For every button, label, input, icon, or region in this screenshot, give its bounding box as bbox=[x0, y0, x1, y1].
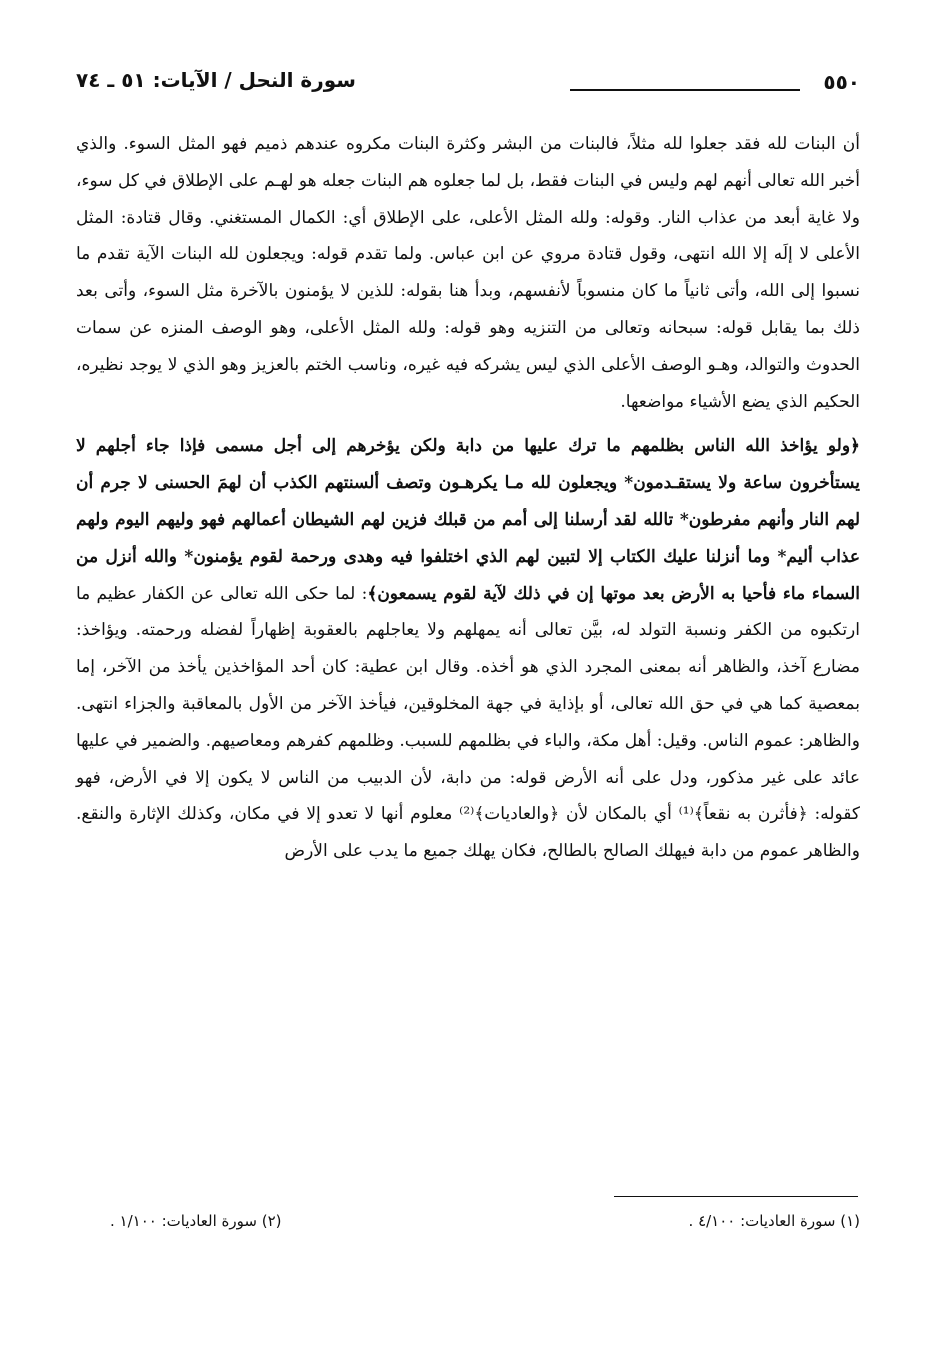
quran-verse: ﴿ولو يؤاخذ الله الناس بظلمهم ما ترك عليها من دابة ولكن يؤخرهم إلى أجل مسمى فإذا جاء أجلهم لا يستأخرون ساعة ولا يستقـدمون* ويجعلون لله مـا يكرهـون وتصف ألسنتهم الكذب أن لهمَ الحسنى لا جرم أن لهم النار وأنهم مفرطون* تالله لقد أرسلنا إلى أمم من قبلك فزين لهم الشيطان أعمالهم فهو وليهم اليوم ولهم عذاب أليم* وما أنزلنا عليك الكتاب إلا لتبين لهم الذي اختلفوا فيه وهدى ورحمة لقوم يؤمنون* والله أنزل من السماء ماء فأحيا به الأرض بعد موتها إن في ذلك لآية لقوم يسمعون﴾ bbox=[76, 436, 860, 604]
page-number: ٥٥٠ bbox=[823, 70, 860, 94]
verse-commentary: : لما حكى الله تعالى عن الكفار عظيم ما ارتكبوه من الكفر ونسبة التولد له، بيَّن تعالى أنه يمهلهم ولا يعاجلهم بالعقوبة إظهاراً لفضله ورحمته. ويؤاخذ: مضارع آخذ، والظاهر أنه بمعنى المجرد الذي هو أخذه. وقال ابن عطية: كان أحد المؤاخذين يأخذ من الآخر، إما بمعصية كما هي في حق الله تعالى، أو بإذاية في جهة المخلوقين، فيأخذ الآخر من الأول بالمعاقبة والجزاء انتهى. والظاهر: عموم الناس. وقيل: أهل مكة، والباء في بظلمهم للسبب. وظلمهم كفرهم ومعاصيهم. والضمير في عليها عائد على غير مذكور، ودل على أنه الأرض قوله: من دابة، لأن الدبيب من الناس لا يكون إلا في الأرض، فهو كقوله: ﴿فأثرن به نقعاً﴾⁽¹⁾ أي بالمكان لأن ﴿والعاديات﴾⁽²⁾ معلوم أنها لا تعدو إلا في مكان، وكذلك الإثارة والنقع. والظاهر عموم من دابة فيهلك الصالح بالطالح، فكان يهلك جميع ما يدب على الأرض bbox=[76, 583, 860, 862]
footnotes bbox=[110, 1212, 860, 1242]
header-rule bbox=[570, 89, 800, 91]
footnote-rule bbox=[614, 1196, 858, 1197]
footnote-1: (١) سورة العاديات: ٤/١٠٠ . bbox=[688, 1212, 860, 1230]
footnote-2: (٢) سورة العاديات: ١/١٠٠ . bbox=[110, 1212, 282, 1230]
page-header bbox=[76, 66, 860, 102]
commentary-paragraph bbox=[76, 126, 860, 420]
running-title: سورة النحل / الآيات: ٥١ ـ ٧٤ bbox=[76, 68, 356, 92]
commentary-text: أن البنات لله فقد جعلوا لله مثلاً، فالبنات من البشر وكثرة البنات مكروه عندهم ذميم فهو المثل السوء. والذي أخبر الله تعالى أنهم لهم وليس في البنات فقط، بل لما جعلوه هم البنات جعله هو لهـم على الإطلاق في كل سوء، ولا غاية أبعد من عذاب النار. وقوله: ولله المثل الأعلى، على الإطلاق أي: الكمال المستغني. وقال قتادة: المثل الأعلى لا إلَه إلا الله انتهى، وقول قتادة مروي عن ابن عباس. ولما تقدم قوله: ويجعلون لله البنات الآية تقدم ما نسبوا إلى الله، وأتى ثانياً ما كان منسوباً لأنفسهم، وبدأ هنا بقوله: للذين لا يؤمنون بالآخرة مثل السوء، وأتى بعد ذلك بما يقابل قوله: سبحانه وتعالى من التنزيه وهو قوله: ولله المثل الأعلى، وهو الوصف المنزه عن سمات الحدوث والتوالد، وهـو الوصف الأعلى الذي ليس يشركه فيه غيره، وناسب الختم بالعزيز وهو الذي لا يوجد نظيره، الحكيم الذي يضع الأشياء مواضعها. bbox=[76, 134, 861, 412]
verse-paragraph bbox=[76, 428, 860, 870]
body-text bbox=[76, 126, 860, 870]
